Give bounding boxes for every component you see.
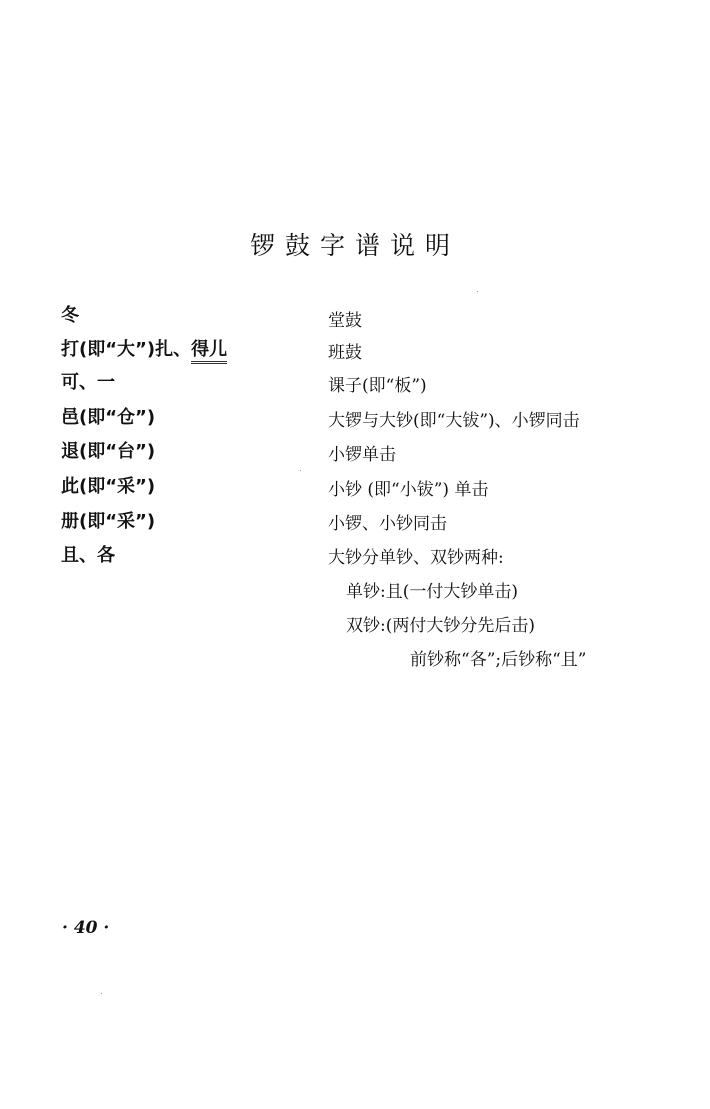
term-dong: 冬: [61, 305, 79, 326]
scan-speck: [300, 470, 301, 471]
definition-tanggu: 堂鼓: [328, 311, 362, 331]
term-ke: 可、一: [61, 372, 115, 393]
scan-speck: [101, 993, 102, 994]
scan-speck: [477, 291, 478, 292]
definition-bangu: 班鼓: [328, 343, 362, 363]
definition-kezi: 课子(即“板”): [328, 376, 427, 396]
term-ci: 此(即“采”): [61, 476, 156, 497]
term-cang: 邑(即“仓”): [61, 407, 156, 428]
term-ce: 册(即“采”): [61, 511, 156, 532]
term-da: [61, 335, 227, 364]
page-number: · 40 ·: [62, 918, 110, 938]
page-title: 锣鼓字谱说明: [249, 231, 460, 260]
definition-xiaoluo-xiaochao: 小锣、小钞同击: [328, 514, 447, 534]
definition-xiaoluo: 小锣单击: [328, 445, 396, 465]
definition-daluo: 大锣与大钞(即“大钹”)、小锣同击: [328, 411, 580, 431]
sub-definition-qianchao: 前钞称“各”;后钞称“且”: [410, 650, 587, 670]
term-qie-ge: 且、各: [61, 545, 115, 566]
term-tai: 退(即“台”): [61, 441, 156, 462]
definition-xiaochao: 小钞 (即“小钹”) 单击: [328, 480, 489, 500]
definition-dachao: 大钞分单钞、双钞两种:: [328, 548, 504, 568]
sub-definition-danchao: 单钞:且(一付大钞单击): [346, 582, 518, 602]
sub-definition-shuangchao: 双钞:(两付大钞分先后击): [346, 616, 535, 636]
term-da-text: 打(即“大”)扎、: [61, 339, 192, 360]
term-der-underlined: 得儿: [191, 340, 227, 364]
